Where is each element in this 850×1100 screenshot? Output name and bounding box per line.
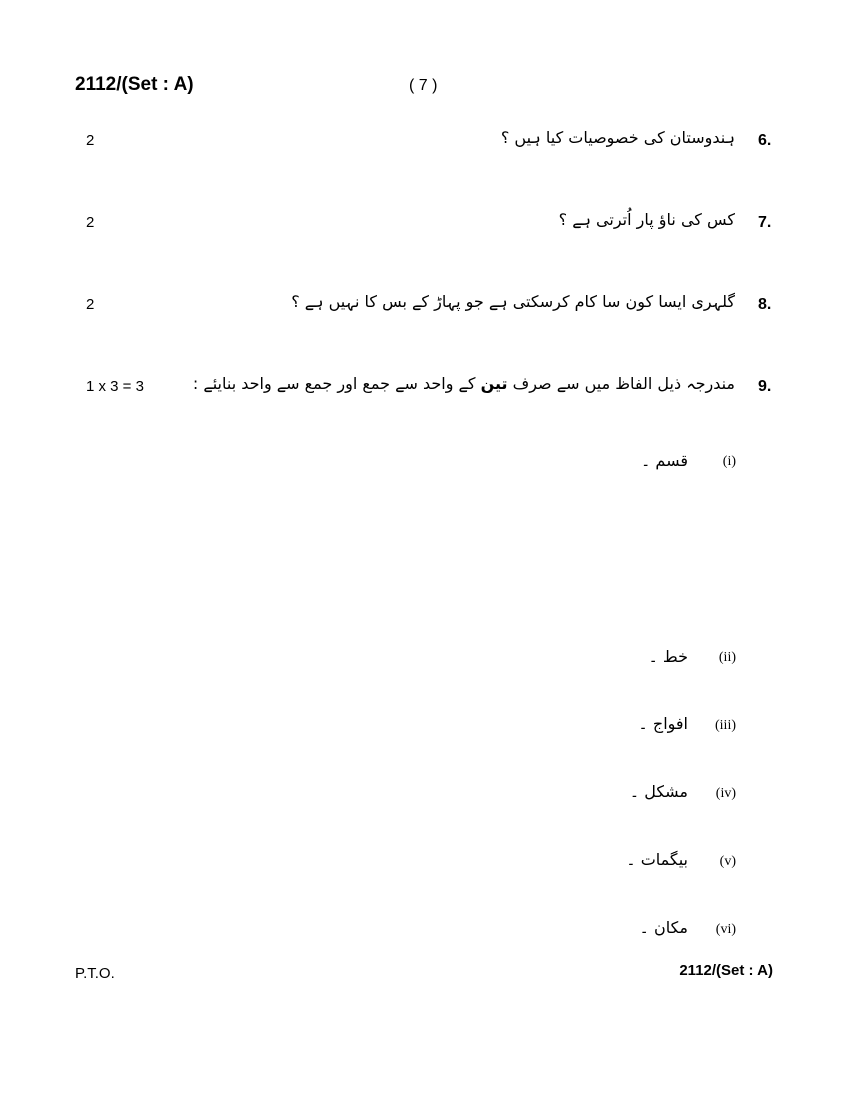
page-number: ( 7 ): [409, 77, 438, 94]
question-8-marks: 2: [86, 296, 95, 313]
question-6-marks: 2: [86, 132, 95, 149]
option-iv-word: مشکل ۔: [629, 782, 688, 801]
option-iv-label: (iv): [715, 786, 736, 801]
question-6-text: ہندوستان کی خصوصیات کیا ہیں ؟: [500, 128, 735, 147]
question-9-marks: 1 x 3 = 3: [86, 378, 144, 395]
question-9-text: [193, 374, 735, 393]
option-iii-word: افواج ۔: [638, 714, 688, 733]
question-9-text-after: کے واحد سے جمع اور جمع سے واحد بنایئے :: [192, 374, 481, 393]
question-7-number: 7.: [758, 214, 772, 231]
question-9-text-before: مندرجہ ذیل الفاظ میں سے صرف: [507, 374, 735, 393]
question-7-marks: 2: [86, 214, 95, 231]
option-v-label: (v): [719, 854, 736, 869]
option-vi-label: (vi): [715, 922, 736, 937]
question-7-text: کس کی ناؤ پار اُترتی ہے ؟: [558, 210, 735, 229]
option-ii-word: خط ۔: [648, 647, 688, 666]
option-vi-word: مکان ۔: [639, 918, 688, 937]
paper-code-header: 2112/(Set : A): [75, 74, 194, 95]
option-iii-label: (iii): [715, 718, 736, 733]
question-6-number: 6.: [758, 132, 772, 149]
paper-code-footer: 2112/(Set : A): [679, 962, 773, 979]
option-i-word: قسم ۔: [640, 451, 688, 470]
question-9-emphasis: تین: [480, 374, 508, 393]
question-8-number: 8.: [758, 296, 772, 313]
question-8-text: گلہری ایسا کون سا کام کرسکتی ہے جو پہاڑ کے بس کا نہیں ہے ؟: [291, 292, 735, 311]
option-v-word: بیگمات ۔: [626, 850, 688, 869]
question-9-number: 9.: [758, 378, 772, 395]
option-ii-label: (ii): [718, 650, 736, 665]
pto-footer: P.T.O.: [75, 965, 115, 982]
option-i-label: (i): [722, 454, 736, 469]
